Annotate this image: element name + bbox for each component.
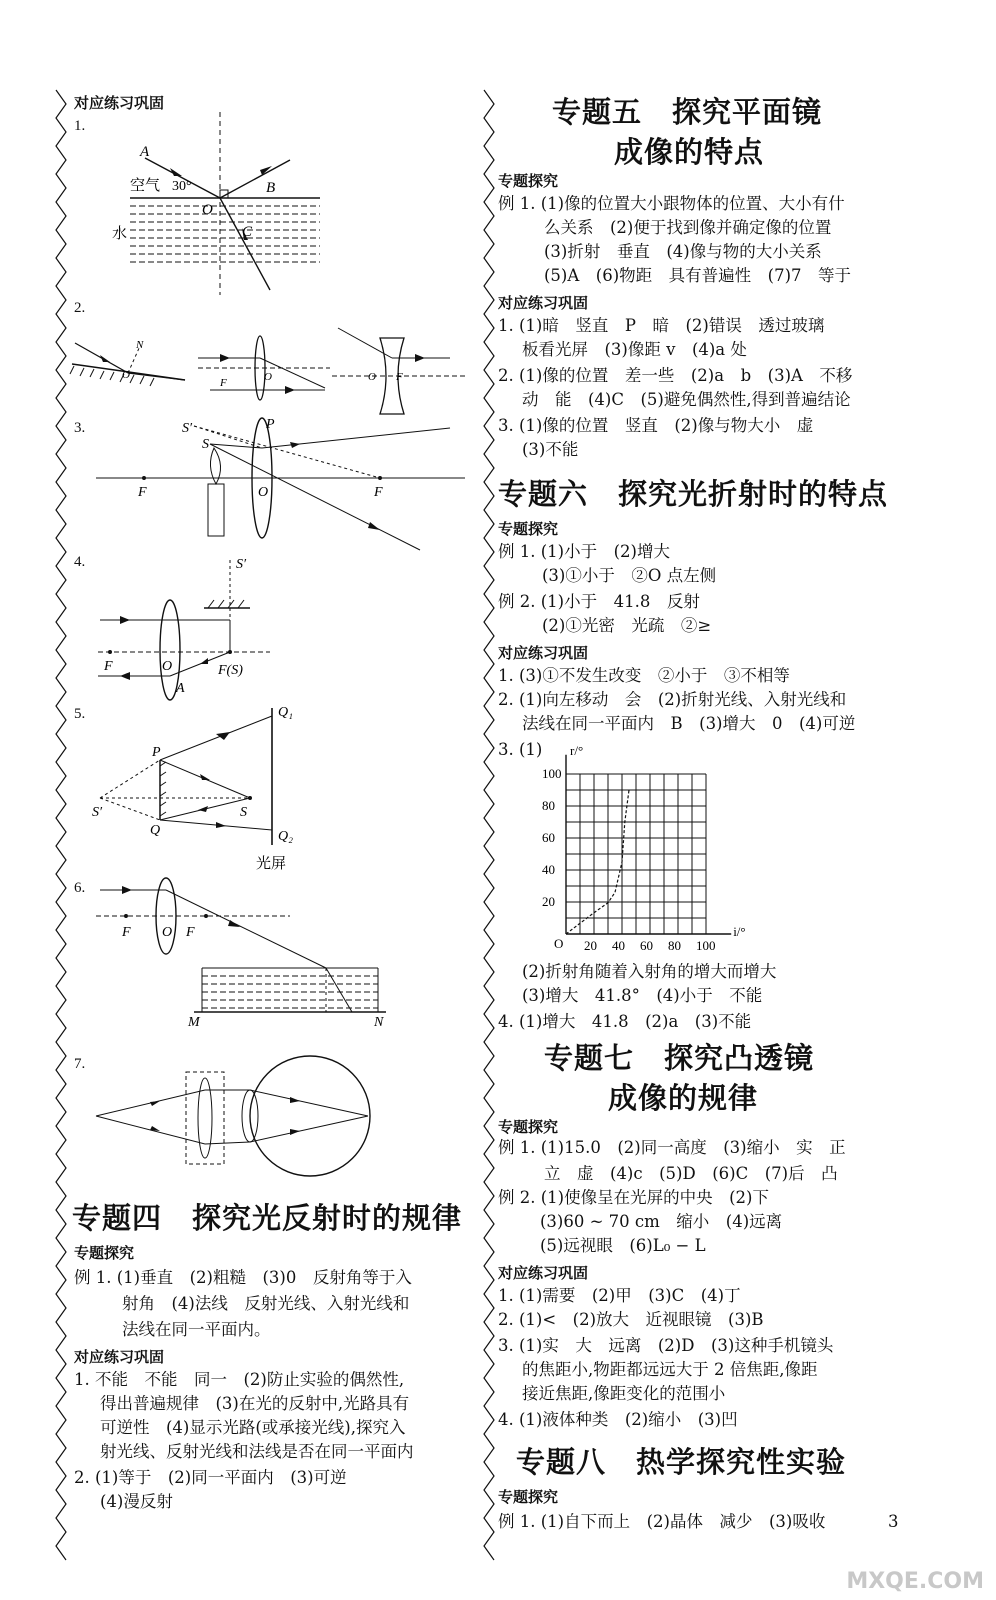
y-axis-label: r/° bbox=[570, 742, 584, 758]
fig-number-1: 1. bbox=[74, 118, 86, 134]
section4-practice-header: 对应练习巩固 bbox=[74, 1348, 165, 1366]
label-A: A bbox=[140, 144, 150, 160]
section7-line: 立 虚 (4)c (5)D (6)C (7)后 凸 bbox=[544, 1164, 838, 1183]
label-O-4: O bbox=[162, 659, 173, 674]
figure-6-lens-water bbox=[90, 872, 390, 1032]
fig-number-5: 5. bbox=[74, 706, 86, 722]
x-axis-label: i/° bbox=[733, 924, 746, 939]
x-tick-label: 60 bbox=[640, 938, 653, 953]
y-tick-label: 80 bbox=[542, 798, 555, 813]
label-S-prime-5: S′ bbox=[92, 805, 103, 820]
section5-practice-header: 对应练习巩固 bbox=[498, 294, 589, 312]
series-line bbox=[566, 790, 629, 934]
section8-line: 例 1. (1)自下而上 (2)晶体 减少 (3)吸收 bbox=[498, 1512, 826, 1531]
section7-line: 例 2. (1)使像呈在光屏的中央 (2)下 bbox=[498, 1188, 769, 1207]
section6-explore-header: 专题探究 bbox=[498, 520, 559, 538]
section4-explore-header: 专题探究 bbox=[74, 1244, 135, 1262]
label-FS: F(S) bbox=[218, 663, 243, 678]
section5-pline: (3)不能 bbox=[522, 440, 579, 459]
section8-explore-header: 专题探究 bbox=[498, 1488, 559, 1506]
label-S-prime-4: S′ bbox=[236, 557, 247, 572]
label-F-2a: F bbox=[220, 377, 227, 389]
section7-pline: 4. (1)液体种类 (2)缩小 (3)凹 bbox=[498, 1410, 738, 1429]
label-Q1: Q₁ bbox=[278, 705, 293, 720]
fig-number-6: 6. bbox=[74, 880, 86, 896]
section7-line: (3)60 ~ 70 cm 缩小 (4)远离 bbox=[540, 1212, 783, 1231]
section5-pline: 板看光屏 (3)像距 v (4)a 处 bbox=[522, 340, 747, 359]
section4-pline: 得出普遍规律 (3)在光的反射中,光路具有 bbox=[100, 1394, 410, 1413]
left-margin-border bbox=[54, 90, 68, 1570]
label-O-2b: O bbox=[264, 371, 272, 383]
section7-pline: 2. (1)< (2)放大 近视眼镜 (3)B bbox=[498, 1310, 764, 1329]
label-O-2: O bbox=[122, 369, 130, 381]
section6-pline: 3. (1) bbox=[498, 740, 543, 759]
fig-number-7: 7. bbox=[74, 1056, 86, 1072]
label-water: 水 bbox=[112, 226, 128, 242]
section6-line: 例 1. (1)小于 (2)增大 bbox=[498, 542, 670, 561]
section6-after: (2)折射角随着入射角的增大而增大 bbox=[522, 962, 777, 981]
label-A-4: A bbox=[176, 681, 185, 696]
x-tick-label: 40 bbox=[612, 938, 625, 953]
section6-after: (3)增大 41.8° (4)小于 不能 bbox=[522, 986, 763, 1005]
label-O-2c: O bbox=[368, 371, 376, 383]
label-S-prime: S′ bbox=[182, 421, 193, 436]
practice-header: 对应练习巩固 bbox=[74, 94, 165, 112]
figure-1-refraction bbox=[90, 110, 370, 300]
label-screen: 光屏 bbox=[256, 856, 287, 872]
x-tick-label: 100 bbox=[696, 938, 716, 953]
section7-pline: 1. (1)需要 (2)甲 (3)C (4)丁 bbox=[498, 1286, 741, 1305]
center-divider bbox=[482, 90, 496, 1570]
section6-line: 例 2. (1)小于 41.8 反射 bbox=[498, 592, 700, 611]
section5-title: 专题五 探究平面镜 bbox=[552, 95, 823, 129]
section4-title: 专题四 探究光反射时的规律 bbox=[72, 1201, 463, 1235]
section7-title: 专题七 探究凸透镜 bbox=[544, 1041, 815, 1075]
label-S: S bbox=[202, 437, 209, 452]
section5-line: (3)折射 垂直 (4)像与物的大小关系 bbox=[544, 242, 822, 261]
label-F-4: F bbox=[104, 659, 113, 674]
fig-number-2: 2. bbox=[74, 300, 86, 316]
fig-number-3: 3. bbox=[74, 420, 86, 436]
label-angle: 30° bbox=[172, 179, 192, 194]
section6-pline: 2. (1)向左移动 会 (2)折射光线、入射光线和 bbox=[498, 690, 847, 709]
section7-practice-header: 对应练习巩固 bbox=[498, 1264, 589, 1282]
section5-pline: 动 能 (4)C (5)避免偶然性,得到普遍结论 bbox=[522, 390, 851, 409]
label-M: M bbox=[188, 1015, 200, 1030]
section5-line: 么关系 (2)便于找到像并确定像的位置 bbox=[544, 218, 832, 237]
section6-practice-header: 对应练习巩固 bbox=[498, 644, 589, 662]
section6-title: 专题六 探究光折射时的特点 bbox=[498, 477, 889, 511]
section6-after: 4. (1)增大 41.8 (2)a (3)不能 bbox=[498, 1012, 752, 1031]
y-tick-label: 20 bbox=[542, 894, 555, 909]
section5-line: (5)A (6)物距 具有普遍性 (7)7 等于 bbox=[544, 266, 852, 285]
label-P-5: P bbox=[152, 745, 161, 760]
label-C: C bbox=[242, 224, 253, 240]
section4-pline: (4)漫反射 bbox=[100, 1492, 173, 1511]
label-O-3: O bbox=[258, 485, 269, 500]
section7-pline: 3. (1)实 大 远离 (2)D (3)这种手机镜头 bbox=[498, 1336, 834, 1355]
section7-explore-header: 专题探究 bbox=[498, 1118, 559, 1136]
label-S-5: S bbox=[240, 805, 247, 820]
y-tick-label: 60 bbox=[542, 830, 555, 845]
section4-pline: 射光线、反射光线和法线是否在同一平面内 bbox=[100, 1442, 414, 1461]
section4-pline: 可逆性 (4)显示光路(或承接光线),探究入 bbox=[100, 1418, 406, 1437]
label-Q2: Q₂ bbox=[278, 829, 293, 844]
section5-pline: 1. (1)暗 竖直 P 暗 (2)错误 透过玻璃 bbox=[498, 316, 825, 335]
label-P: P bbox=[266, 417, 275, 432]
section7-pline: 的焦距小,物距都远远大于 2 倍焦距,像距 bbox=[522, 1360, 818, 1379]
section4-line: 法线在同一平面内。 bbox=[122, 1320, 271, 1339]
section7-pline: 接近焦距,像距变化的范围小 bbox=[522, 1384, 726, 1403]
section6-line: (2)①光密 光疏 ②≥ bbox=[542, 616, 712, 635]
label-F-3a: F bbox=[138, 485, 147, 500]
section7-line: 例 1. (1)15.0 (2)同一高度 (3)缩小 实 正 bbox=[498, 1138, 846, 1157]
section5-pline: 3. (1)像的位置 竖直 (2)像与物大小 虚 bbox=[498, 416, 814, 435]
label-F-2b: F bbox=[396, 371, 403, 383]
figure-2-rays bbox=[70, 318, 470, 418]
y-tick-label: 100 bbox=[542, 766, 562, 781]
left-column bbox=[60, 0, 480, 1600]
label-air: 空气 bbox=[130, 178, 161, 194]
fig-number-4: 4. bbox=[74, 554, 86, 570]
section5-pline: 2. (1)像的位置 差一些 (2)a b (3)A 不移 bbox=[498, 366, 853, 385]
section7-title-2: 成像的规律 bbox=[608, 1081, 759, 1115]
watermark: MXQE.COM bbox=[846, 1569, 984, 1594]
label-B: B bbox=[266, 180, 276, 196]
right-column bbox=[496, 0, 926, 1600]
figure-7-eye bbox=[90, 1050, 390, 1180]
refraction-graph bbox=[536, 742, 796, 958]
section4-line: 例 1. (1)垂直 (2)粗糙 (3)0 反射角等于入 bbox=[74, 1268, 412, 1287]
label-Q: Q bbox=[150, 823, 161, 838]
y-tick-label: 40 bbox=[542, 862, 555, 877]
section5-title-2: 成像的特点 bbox=[614, 135, 765, 169]
section6-pline: 法线在同一平面内 B (3)增大 0 (4)可逆 bbox=[522, 714, 856, 733]
x-tick-label: 20 bbox=[584, 938, 597, 953]
origin-label: O bbox=[554, 936, 564, 951]
label-O: O bbox=[202, 202, 213, 218]
section6-pline: 1. (3)①不发生改变 ②小于 ③不相等 bbox=[498, 666, 790, 685]
section7-line: (5)远视眼 (6)L₀ − L bbox=[540, 1236, 706, 1255]
page-number: 3 bbox=[888, 1512, 899, 1531]
figure-5-plane-mirror bbox=[90, 700, 330, 880]
section5-line: 例 1. (1)像的位置大小跟物体的位置、大小有什 bbox=[498, 194, 845, 213]
label-F-6b: F bbox=[186, 925, 195, 940]
label-F-3b: F bbox=[374, 485, 383, 500]
figure-3-convex-lens bbox=[90, 414, 470, 554]
x-tick-label: 80 bbox=[668, 938, 681, 953]
label-O-6: O bbox=[162, 925, 173, 940]
label-N: N bbox=[374, 1015, 384, 1030]
section8-title: 专题八 热学探究性实验 bbox=[516, 1445, 847, 1479]
figure-4-lens-mirror bbox=[90, 550, 350, 700]
section6-line: (3)①小于 ②O 点左侧 bbox=[542, 566, 717, 585]
label-N: N bbox=[136, 339, 144, 351]
section4-pline: 2. (1)等于 (2)同一平面内 (3)可逆 bbox=[74, 1468, 347, 1487]
label-F-6a: F bbox=[122, 925, 131, 940]
section4-line: 射角 (4)法线 反射光线、入射光线和 bbox=[122, 1294, 410, 1313]
section5-explore-header: 专题探究 bbox=[498, 172, 559, 190]
section4-pline: 1. 不能 不能 同一 (2)防止实验的偶然性, bbox=[74, 1370, 405, 1389]
